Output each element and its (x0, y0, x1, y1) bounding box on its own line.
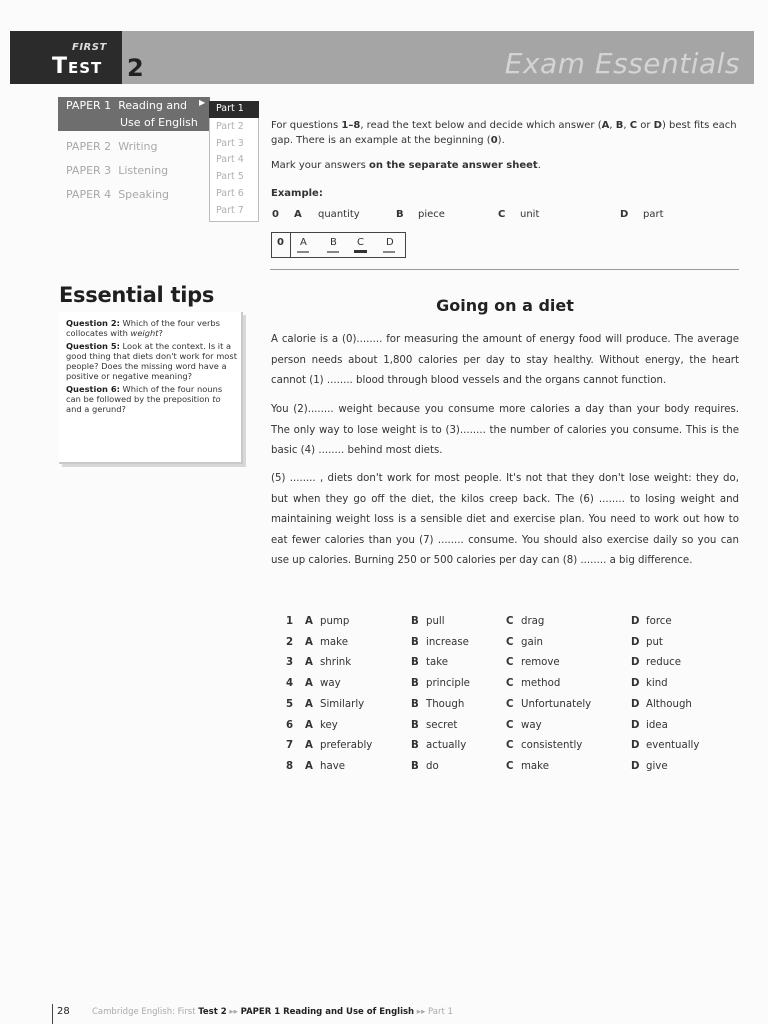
answer-box-letter-c: C (357, 237, 364, 248)
option-letter-d: D (631, 719, 640, 731)
first-label: FIRST (72, 42, 107, 53)
option-word-a: Similarly (320, 698, 365, 710)
tip-item: Question 2: Which of the four verbs collocates with weight? (66, 318, 220, 339)
option-word-b: take (426, 657, 449, 669)
option-word-a: key (320, 719, 338, 731)
option-word-a: shrink (320, 657, 352, 669)
option-word-a: way (320, 678, 341, 690)
option-letter-d: D (631, 740, 640, 752)
option-word-c: consistently (521, 740, 583, 752)
option-letter-b: B (411, 657, 419, 669)
option-word-b: increase (426, 636, 469, 648)
option-letter-a: A (305, 616, 313, 627)
tip-item: Question 5: Look at the context. Is it a good thing that diets don't work for most people? Does the missing word have a positive or negative meaning? (66, 340, 237, 382)
paper-4-label: PAPER 4 Speaking (66, 188, 170, 201)
part-1-active: Part 1 (209, 101, 259, 118)
article-title: Going on a diet (436, 296, 574, 315)
example-letter-c: C (498, 209, 506, 220)
option-word-b: secret (426, 719, 458, 731)
answer-box-divider (290, 232, 291, 258)
option-letter-d: D (631, 636, 640, 648)
option-word-b: Though (426, 698, 465, 710)
answer-bar-c-selected (354, 250, 367, 253)
paper-2-label: PAPER 2 Writing (66, 140, 158, 153)
option-word-d: force (646, 616, 672, 627)
option-word-a: preferably (320, 740, 373, 752)
header-banner (10, 31, 754, 84)
question-number: 3 (286, 657, 294, 669)
test-number: 2 (127, 54, 144, 82)
option-word-d: put (646, 636, 663, 648)
question-number: 2 (286, 636, 294, 648)
option-word-d: give (646, 760, 668, 772)
page-number: 28 (57, 1006, 70, 1017)
option-letter-b: B (411, 678, 419, 690)
section-divider (270, 269, 739, 270)
option-letter-a: A (305, 636, 313, 648)
answer-box-letter-d: D (386, 237, 394, 248)
option-word-c: Unfortunately (521, 698, 592, 710)
option-word-b: do (426, 760, 439, 772)
option-word-a: make (320, 636, 348, 648)
article-paragraph-2: You (2)........ weight because you consume more calories a day than your body requires. The only way to lose weight is to (3)........ the number of calories you consume. This is the basic (4) ........ behind most diets. (271, 404, 739, 457)
answer-box-letter-b: B (330, 237, 337, 248)
answer-bar-b (327, 251, 339, 253)
part-6-label: Part 6 (216, 188, 244, 199)
example-word-c: unit (520, 209, 540, 220)
option-word-c: method (521, 678, 561, 690)
example-word-d: part (643, 209, 664, 220)
example-number: 0 (272, 209, 279, 220)
option-letter-b: B (411, 698, 419, 710)
part-5-label: Part 5 (216, 171, 244, 182)
triangle-right-icon: ▶ (199, 98, 206, 107)
question-number: 4 (286, 678, 294, 690)
paper-3-label: PAPER 3 Listening (66, 164, 169, 177)
example-label: Example: (271, 188, 323, 199)
option-word-b: actually (426, 740, 467, 752)
option-letter-b: B (411, 719, 419, 731)
option-letter-a: A (305, 698, 313, 710)
tip-item: Question 6: Which of the four nouns can be followed by the preposition to and a gerund? (66, 383, 223, 415)
brand-title: Exam Essentials (504, 47, 740, 80)
option-letter-c: C (506, 636, 514, 648)
footer-rule (52, 1004, 53, 1024)
example-letter-b: B (396, 209, 404, 220)
option-word-d: reduce (646, 657, 682, 669)
answer-bar-a (297, 251, 309, 253)
paper-1-name-line2: Use of English (120, 116, 198, 129)
option-letter-d: D (631, 760, 640, 772)
part-3-label: Part 3 (216, 138, 244, 149)
option-letter-c: C (506, 719, 514, 731)
option-word-c: gain (521, 636, 543, 648)
instructions-line-2: Mark your answers on the separate answer sheet. (271, 160, 541, 171)
parts-list (209, 101, 259, 222)
question-number: 7 (286, 740, 294, 752)
option-letter-a: A (305, 657, 313, 669)
option-letter-a: A (305, 719, 313, 731)
question-number: 1 (286, 616, 294, 627)
instructions-line-1: For questions 1–8, read the text below and decide which answer (A, B, C or D) best fits each gap. There is an example at the beginning (0). (271, 120, 737, 146)
option-letter-d: D (631, 616, 640, 627)
article-paragraph-3: (5) ........ , diets don't work for most people. It's not that they don't lose weight: they do, but when they go off the diet, the kilos creep back. The (6) ........ to losing weight and maintaining weight loss is a sensible diet and exercise plan. You need to work out how to eat fewer calories than you (7) ........ consume. You should also exercise daily so you can use up calories. Burning 250 or 500 calories per day can (8) ........ a big difference. (271, 473, 739, 567)
part-2-label: Part 2 (216, 121, 244, 132)
option-letter-c: C (506, 678, 514, 690)
answer-bar-d (383, 251, 395, 253)
option-letter-b: B (411, 616, 419, 627)
option-word-c: make (521, 760, 549, 772)
option-word-a: have (320, 760, 345, 772)
answer-box-number: 0 (277, 237, 284, 248)
option-word-a: pump (320, 616, 350, 627)
option-word-d: idea (646, 719, 668, 731)
test-label: Test (52, 54, 103, 79)
option-word-c: remove (521, 657, 560, 669)
question-number: 8 (286, 760, 294, 772)
tips-title: Essential tips (59, 283, 215, 307)
option-letter-b: B (411, 740, 419, 752)
option-letter-a: A (305, 760, 313, 772)
answer-box-letter-a: A (300, 237, 307, 248)
option-letter-c: C (506, 760, 514, 772)
option-letter-a: A (305, 678, 313, 690)
option-letter-d: D (631, 698, 640, 710)
example-letter-a: A (294, 209, 302, 220)
paper-1-label: PAPER 1 Reading and (66, 99, 188, 112)
option-letter-b: B (411, 760, 419, 772)
option-letter-d: D (631, 657, 640, 669)
option-word-d: eventually (646, 740, 700, 752)
part-7-label: Part 7 (216, 205, 244, 216)
option-word-c: drag (521, 616, 545, 627)
tips-text (66, 318, 238, 417)
option-letter-c: C (506, 616, 514, 627)
footer-breadcrumb: Cambridge English: First Test 2 ▸▸ PAPER 1 Reading and Use of English ▸▸ Part 1 (92, 1007, 453, 1017)
example-word-b: piece (418, 209, 445, 220)
option-letter-c: C (506, 698, 514, 710)
option-word-b: principle (426, 678, 470, 690)
option-letter-b: B (411, 636, 419, 648)
option-letter-a: A (305, 740, 313, 752)
question-number: 5 (286, 698, 294, 710)
article-paragraph-1: A calorie is a (0)........ for measuring the amount of energy food will produce. The average person needs about 1,800 calories per day to stay healthy. Without energy, the heart cannot (1) ........ blood through blood vessels and the organs cannot function. (271, 334, 739, 387)
option-word-d: kind (646, 678, 668, 690)
option-letter-c: C (506, 740, 514, 752)
example-letter-d: D (620, 209, 629, 220)
question-number: 6 (286, 719, 294, 731)
option-letter-c: C (506, 657, 514, 669)
part-4-label: Part 4 (216, 154, 244, 165)
option-word-c: way (521, 719, 542, 731)
option-word-b: pull (426, 616, 445, 627)
option-word-d: Although (646, 698, 692, 710)
example-word-a: quantity (318, 209, 360, 220)
option-letter-d: D (631, 678, 640, 690)
